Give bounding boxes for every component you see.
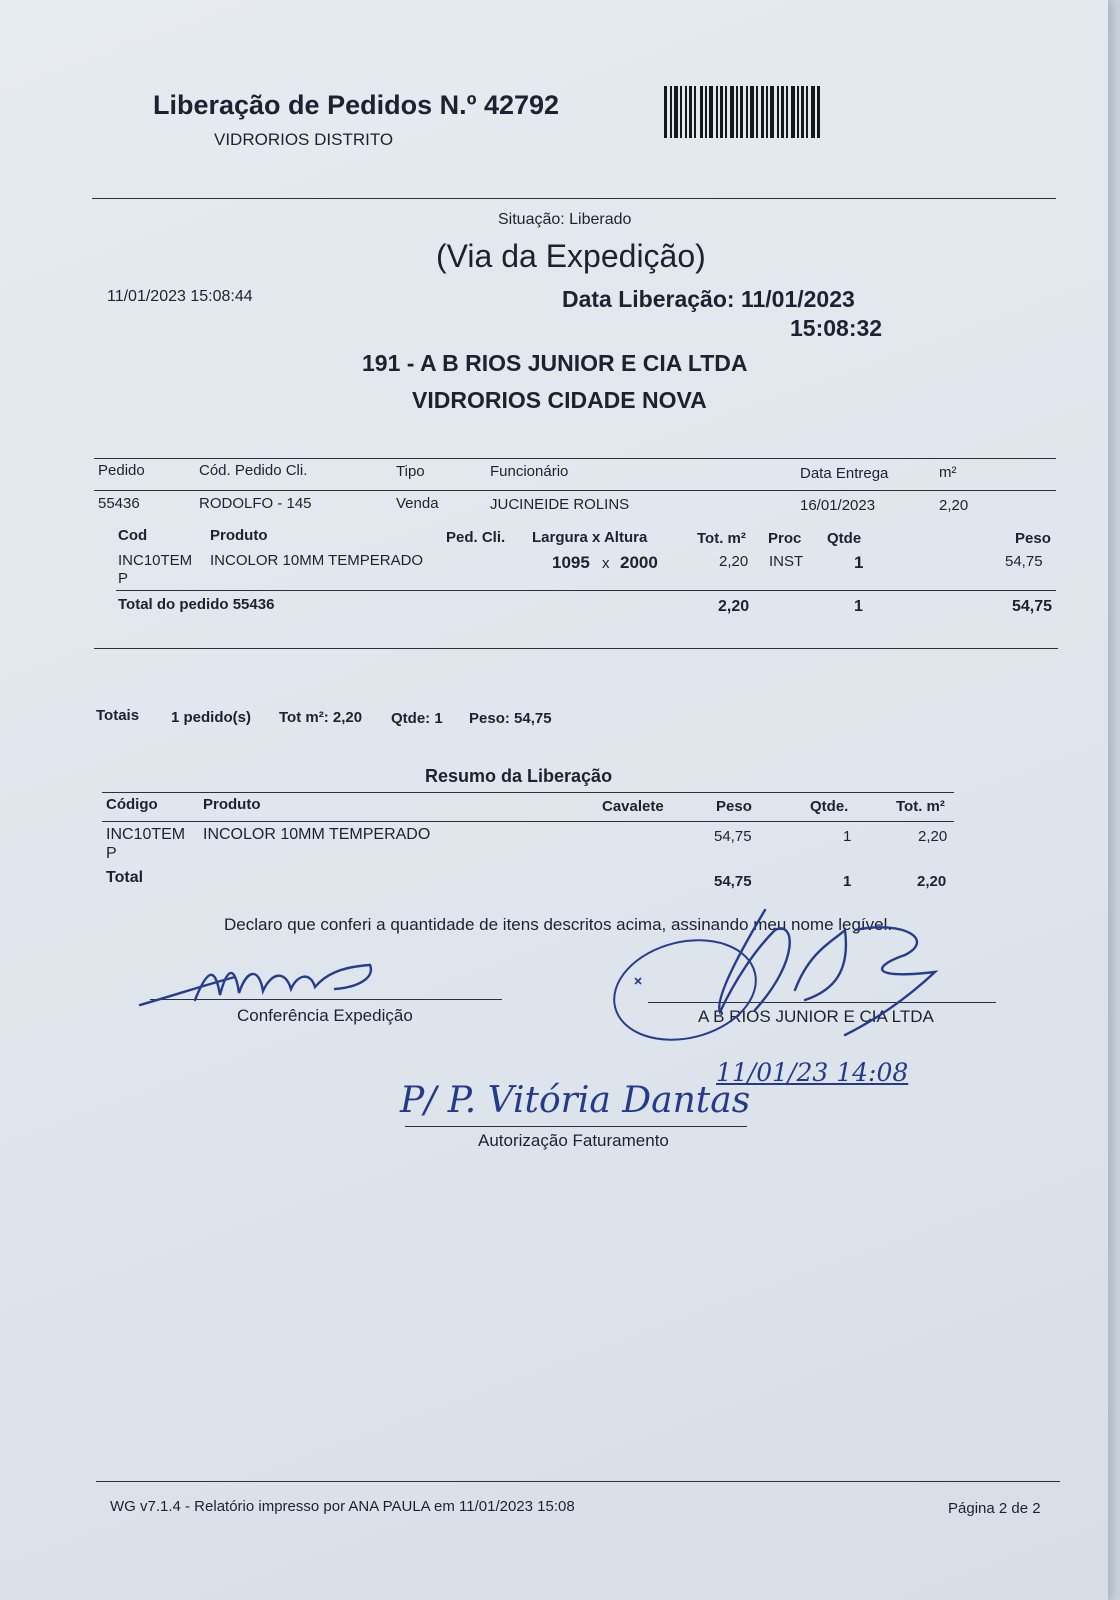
- summary-codigo-line1: INC10TEM: [106, 826, 186, 843]
- item-header-qtde: Qtde: [827, 530, 862, 547]
- order-cod-pedido-cli: RODOLFO - 145: [199, 495, 312, 512]
- footer-report-info: WG v7.1.4 - Relatório impresso por ANA PAULA em 11/01/2023 15:08: [110, 1498, 575, 1515]
- totals-tot-m2: Tot m²: 2,20: [279, 709, 363, 726]
- summary-top-rule: [102, 792, 954, 793]
- item-header-produto: Produto: [210, 527, 268, 544]
- order-table-header-rule: [94, 490, 1056, 491]
- barcode: [664, 86, 836, 138]
- item-tot-m2: 2,20: [719, 553, 749, 570]
- document-title: Liberação de Pedidos N.º 42792: [153, 90, 560, 120]
- order-total-qtde: 1: [854, 598, 863, 615]
- declaration-text: Declaro que conferi a quantidade de itens descritos acima, assinando meu nome legível.: [224, 915, 893, 934]
- summary-total-label: Total: [106, 869, 144, 886]
- order-tipo: Venda: [396, 495, 439, 512]
- faturamento-signature-line: [405, 1126, 747, 1127]
- order-total-rule: [116, 590, 1056, 591]
- item-header-proc: Proc: [768, 530, 802, 547]
- totals-qtde: Qtde: 1: [391, 710, 443, 727]
- item-header-cod: Cod: [118, 527, 148, 544]
- conferencia-label: Conferência Expedição: [237, 1006, 413, 1025]
- item-produto: INCOLOR 10MM TEMPERADO: [210, 552, 424, 569]
- item-header-ped-cli: Ped. Cli.: [446, 529, 506, 546]
- client-name: 191 - A B RIOS JUNIOR E CIA LTDA: [362, 350, 748, 376]
- conferencia-signature-scribble: [135, 955, 395, 1015]
- totals-label: Totais: [96, 707, 140, 724]
- summary-header-cavalete: Cavalete: [602, 798, 664, 815]
- item-altura: 2000: [620, 553, 658, 572]
- summary-produto: INCOLOR 10MM TEMPERADO: [203, 826, 431, 843]
- client-signature-label: A B RIOS JUNIOR E CIA LTDA: [698, 1007, 934, 1026]
- footer-page-number: Página 2 de 2: [948, 1500, 1041, 1517]
- faturamento-label: Autorização Faturamento: [478, 1131, 669, 1150]
- order-table-top-rule: [94, 458, 1056, 459]
- order-data-entrega: 16/01/2023: [800, 497, 876, 514]
- item-header-peso: Peso: [1015, 530, 1051, 547]
- summary-header-qtde: Qtde.: [810, 798, 849, 815]
- item-proc: INST: [769, 553, 804, 570]
- company-name: VIDRORIOS DISTRITO: [214, 130, 394, 149]
- summary-header-tot-m2: Tot. m²: [896, 798, 945, 815]
- footer-rule: [96, 1481, 1060, 1482]
- order-funcionario: JUCINEIDE ROLINS: [490, 496, 630, 513]
- summary-title: Resumo da Liberação: [425, 766, 613, 786]
- summary-header-codigo: Código: [106, 796, 158, 813]
- summary-header-peso: Peso: [716, 798, 752, 815]
- item-qtde: 1: [854, 553, 864, 572]
- item-peso: 54,75: [1005, 553, 1043, 570]
- item-dimension-separator: x: [602, 555, 610, 572]
- item-cod-line2: P: [118, 570, 129, 587]
- item-largura: 1095: [552, 553, 590, 572]
- summary-qtde: 1: [843, 828, 852, 845]
- summary-header-produto: Produto: [203, 796, 261, 813]
- summary-codigo-line2: P: [106, 845, 117, 862]
- handwritten-name: P/ P. Vitória Dantas: [400, 1080, 751, 1121]
- totals-pedidos: 1 pedido(s): [171, 709, 252, 726]
- col-header-cod-pedido-cli: Cód. Pedido Cli.: [199, 462, 308, 479]
- summary-total-qtde: 1: [843, 873, 852, 890]
- summary-total-peso: 54,75: [714, 873, 752, 890]
- col-header-tipo: Tipo: [396, 463, 425, 480]
- status-label: Situação: Liberado: [498, 211, 632, 228]
- summary-total-tot-m2: 2,20: [917, 873, 947, 890]
- col-header-funcionario: Funcionário: [490, 463, 569, 480]
- item-header-tot-m2: Tot. m²: [697, 530, 746, 547]
- client-store: VIDRORIOS CIDADE NOVA: [412, 387, 707, 413]
- item-cod-line1: INC10TEM: [118, 552, 193, 569]
- release-date: Data Liberação: 11/01/2023: [562, 286, 855, 312]
- copy-label: (Via da Expedição): [436, 238, 706, 274]
- release-time: 15:08:32: [790, 315, 883, 341]
- order-total-tot-m2: 2,20: [718, 598, 750, 615]
- client-signature-scribble: [605, 900, 965, 1050]
- col-header-m2: m²: [939, 464, 957, 481]
- item-header-largura-altura: Largura x Altura: [532, 529, 648, 546]
- summary-header-rule: [102, 821, 954, 822]
- handwritten-date: 11/01/23 14:08: [716, 1058, 909, 1087]
- print-timestamp: 11/01/2023 15:08:44: [107, 288, 253, 305]
- order-m2: 2,20: [939, 497, 969, 514]
- header-divider: [92, 198, 1056, 199]
- col-header-data-entrega: Data Entrega: [800, 465, 889, 482]
- summary-peso: 54,75: [714, 828, 752, 845]
- order-total-peso: 54,75: [1012, 598, 1053, 615]
- order-pedido: 55436: [98, 495, 140, 512]
- order-total-label: Total do pedido 55436: [118, 596, 275, 613]
- summary-tot-m2: 2,20: [918, 828, 948, 845]
- order-table-bottom-rule: [94, 648, 1058, 649]
- col-header-pedido: Pedido: [98, 462, 145, 479]
- totals-peso: Peso: 54,75: [469, 710, 552, 727]
